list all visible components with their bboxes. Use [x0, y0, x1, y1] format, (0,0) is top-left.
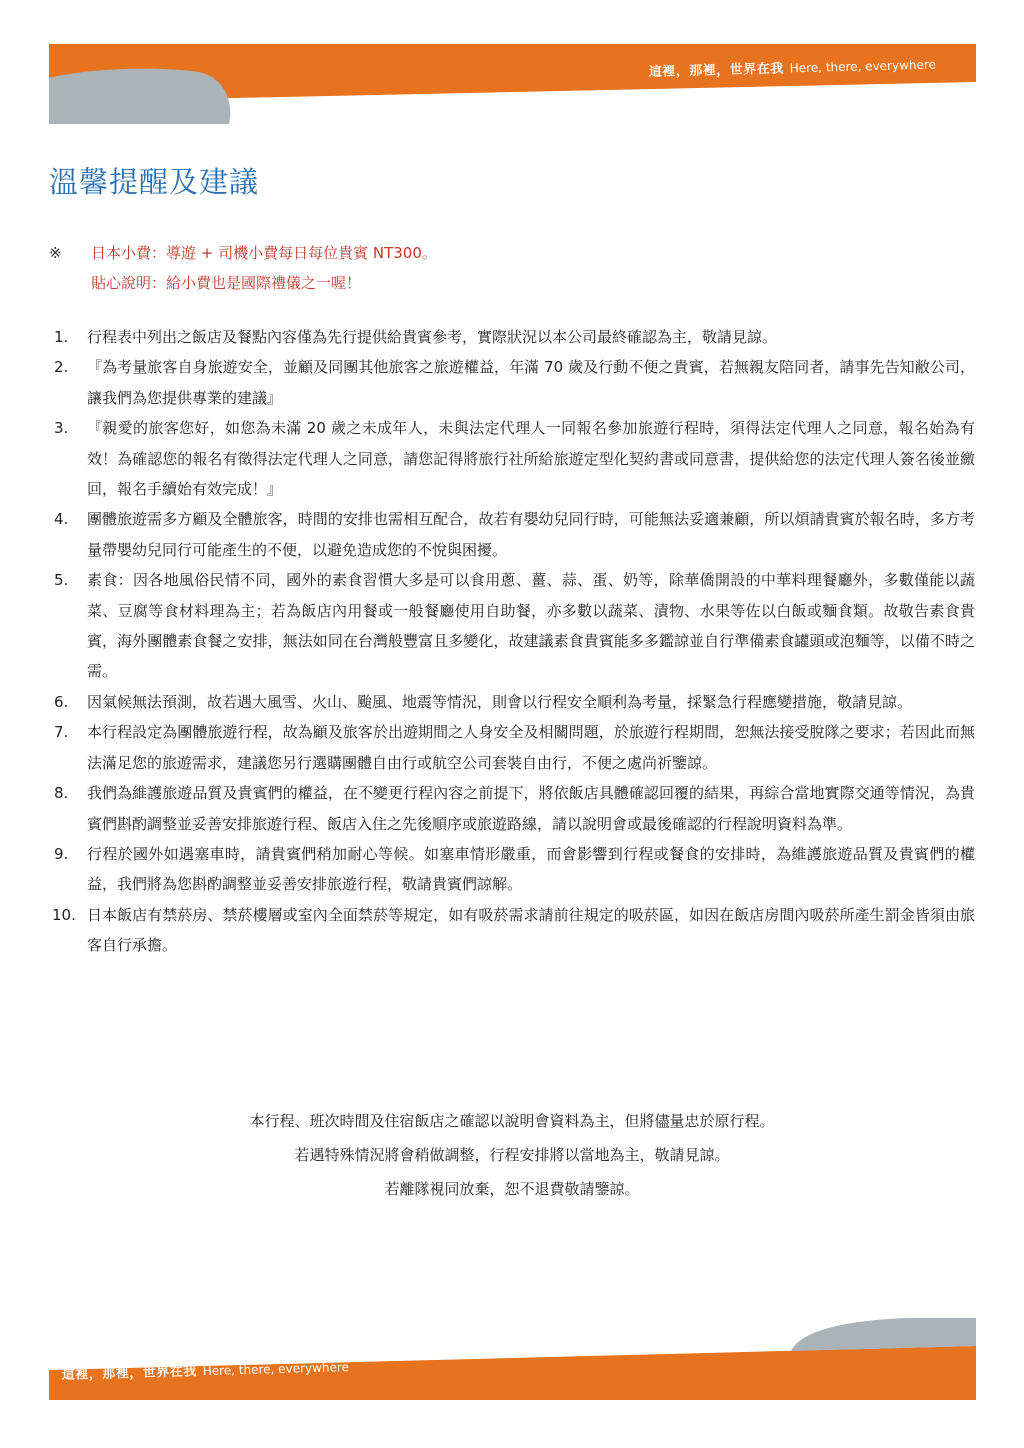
closing-line-confirmation: 本行程、班次時間及住宿飯店之確認以說明會資料為主，但將儘量忠於原行程。 — [249, 1112, 775, 1130]
list-item — [49, 717, 975, 778]
list-item-text: 行程表中列出之飯店及餐點內容僅為先行提供給貴賓參考，實際狀況以本公司最終確認為主，敬請見諒。 — [87, 328, 778, 346]
list-item-text: 素食：因各地風俗民情不同，國外的素食習慣大多是可以食用蔥、薑、蒜、蛋、奶等，除華僑開設的中華料理餐廳外，多數僅能以蔬菜、豆腐等食材料理為主；若為飯店內用餐或一般餐廳使用自助餐，亦多數以蔬菜、漬物、水果等佐以白飯或麵食類。故敬告素食貴賓，海外團體素食餐之安排，無法如同在台灣般豐富且多變化，故建議素食貴賓能多多鑑諒並自行準備素食罐頭或泡麵等，以備不時之需。 — [87, 571, 975, 681]
tip-mark: ※ — [49, 244, 62, 262]
list-item-number: 6. — [54, 692, 69, 711]
list-item-text: 團體旅遊需多方顧及全體旅客，時間的安排也需相互配合，故若有嬰幼兒同行時，可能無法妥適兼顧，所以煩請貴賓於報名時，多方考量帶嬰幼兒同行可能產生的不便，以避免造成您的不悅與困擾。 — [87, 510, 975, 559]
footer-slogan-en: Here, there, everywhere — [202, 1359, 350, 1379]
list-item — [49, 900, 975, 961]
list-item — [49, 322, 975, 352]
footer-banner-graphic — [49, 1318, 976, 1400]
list-item-number: 3. — [54, 419, 69, 438]
list-item-number: 2. — [54, 358, 69, 377]
list-item-text: 日本飯店有禁菸房、禁菸樓層或室內全面禁菸等規定，如有吸菸需求請前往規定的吸菸區，如因在飯店房間內吸菸所產生罰金皆須由旅客自行承擔。 — [87, 905, 975, 955]
list-item-text: 我們為維護旅遊品質及貴賓們的權益，在不變更行程內容之前提下，將依飯店具體確認回覆的結果，再綜合當地實際交通等情況，為貴賓們斟酌調整並妥善安排旅遊行程、飯店入住之先後順序或旅遊路線，請以說明會或最後確認的行程說明資料為準。 — [87, 784, 975, 833]
list-item — [49, 504, 975, 565]
tip-lines — [91, 238, 437, 298]
list-item-text: 本行程設定為團體旅遊行程，故為顧及旅客於出遊期間之人身安全及相關問題，於旅遊行程期間，恕無法接受脫隊之要求；若因此而無法滿足您的旅遊需求，建議您另行選購團體自由行或航空公司套裝自由行，不便之處尚祈鑒諒。 — [87, 723, 975, 772]
list-item-number: 4. — [54, 510, 69, 529]
footer-slogan-cn: 這裡，那裡，世界在我 — [61, 1364, 197, 1383]
header-slogan-cn: 這裡，那裡，世界在我 — [648, 61, 784, 80]
list-item-number: 5. — [54, 571, 69, 590]
list-item-number: 9. — [54, 844, 69, 863]
header-slogan-en: Here, there, everywhere — [789, 57, 937, 76]
closing-line-adjustment: 若遇特殊情況將會稍做調整，行程安排將以當地為主，敬請見諒。 — [294, 1146, 730, 1164]
list-item-text: 『為考量旅客自身旅遊安全，並顧及同團其他旅客之旅遊權益，年滿 70 歲及行動不便之貴賓，若無親友陪同者，請事先告知敝公司，讓我們為您提供專業的建議』 — [87, 358, 975, 407]
closing-statement — [49, 1104, 975, 1206]
footer-gray-swoosh — [791, 1318, 976, 1351]
list-item-text: 因氣候無法預測，故若遇大風雪、火山、颱風、地震等情況，則會以行程安全順利為考量，採緊急行程應變措施，敬請見諒。 — [87, 692, 913, 711]
list-item-number: 8. — [54, 784, 69, 803]
notes-list — [49, 322, 975, 961]
list-item-number: 10. — [52, 905, 76, 924]
list-item — [49, 839, 975, 900]
list-item-number: 1. — [54, 328, 69, 346]
list-item — [49, 352, 975, 413]
tip-line-fee: 日本小費：導遊 + 司機小費每日每位貴賓 NT300。 — [91, 244, 437, 262]
footer-banner — [49, 1318, 976, 1400]
list-item-text: 『親愛的旅客您好，如您為未滿 20 歲之未成年人，未與法定代理人一同報名參加旅遊行程時，須得法定代理人之同意，報名始為有效！為確認您的報名有徵得法定代理人之同意，請您記得將旅行社所給旅遊定型化契約書或同意書，提供給您的法定代理人簽名後並繳回，報名手續始有效完成！』 — [87, 419, 975, 499]
page-title: 溫馨提醒及建議 — [49, 165, 260, 199]
list-item — [49, 413, 975, 504]
list-item — [49, 778, 975, 839]
list-item-text: 行程於國外如遇塞車時，請貴賓們稍加耐心等候。如塞車情形嚴重，而會影響到行程或餐食的安排時，為維護旅遊品質及貴賓們的權益，我們將為您斟酌調整並妥善安排旅遊行程，敬請貴賓們諒解。 — [87, 844, 975, 894]
list-item-number: 7. — [54, 723, 69, 742]
list-item — [49, 565, 975, 687]
header-gray-swoosh — [49, 69, 230, 124]
list-item — [49, 687, 975, 717]
tip-block — [49, 238, 437, 298]
closing-line-no-refund: 若離隊視同放棄，恕不退費敬請鑒諒。 — [384, 1180, 640, 1198]
tip-line-note: 貼心說明：給小費也是國際禮儀之一喔！ — [91, 274, 362, 292]
